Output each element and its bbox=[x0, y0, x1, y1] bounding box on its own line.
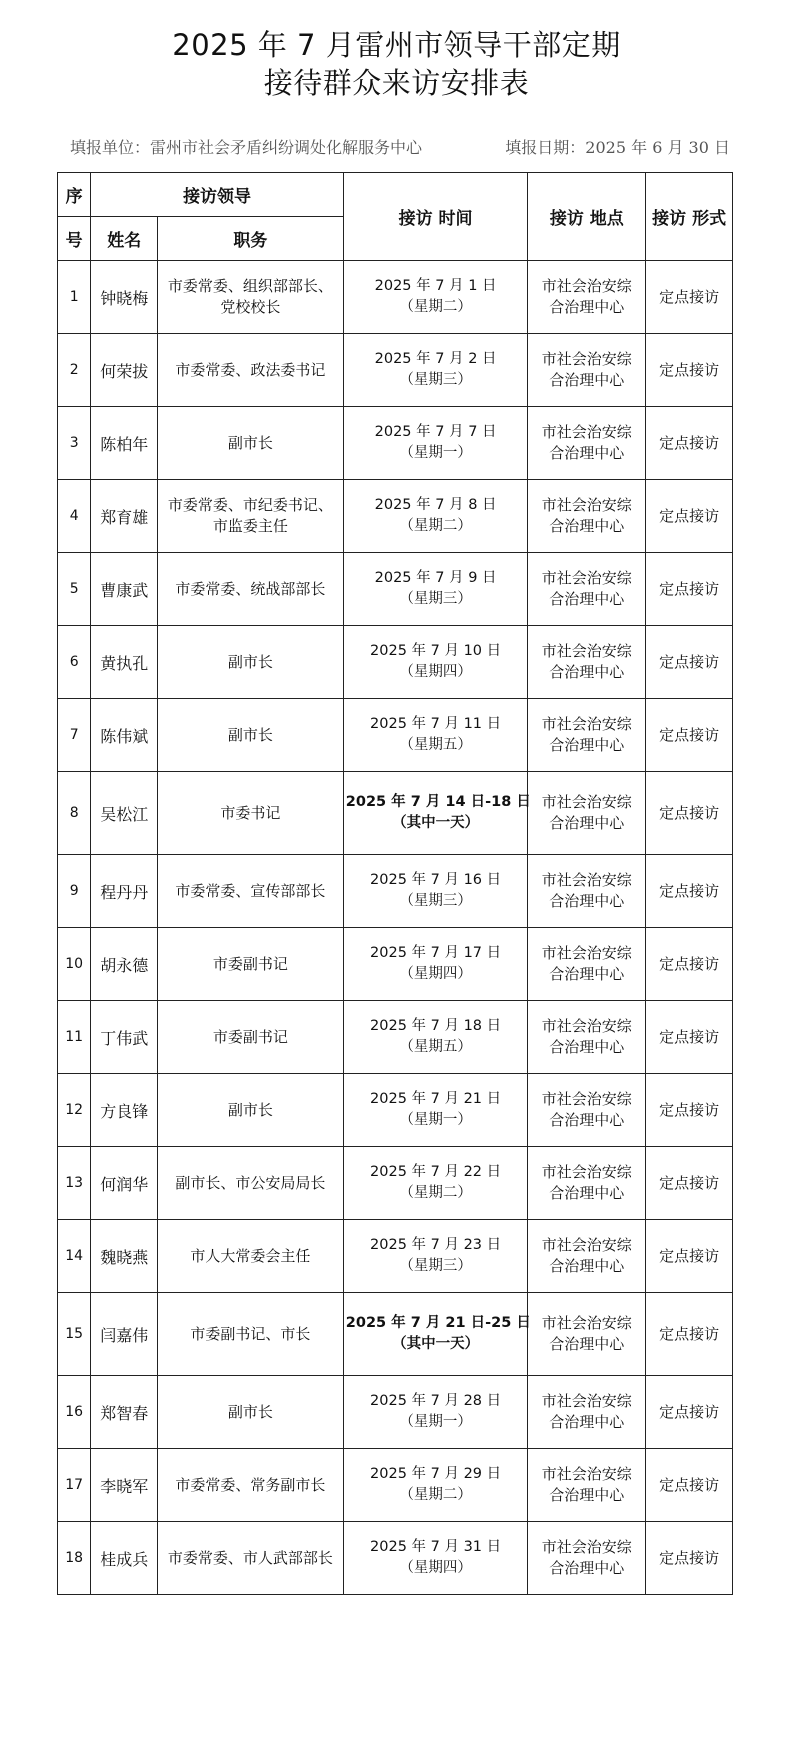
location-line: 市社会治安综 bbox=[541, 496, 632, 514]
location-line: 合治理中心 bbox=[549, 736, 625, 754]
leader-position bbox=[158, 1147, 344, 1220]
table-row bbox=[58, 1293, 733, 1376]
location-line: 市社会治安综 bbox=[541, 1090, 632, 1108]
location-line: 市社会治安综 bbox=[541, 642, 632, 660]
row-number: 2 bbox=[58, 334, 91, 407]
location-line: 合治理中心 bbox=[549, 1335, 625, 1353]
location-line: 市社会治安综 bbox=[541, 715, 632, 733]
visit-form: 定点接访 bbox=[646, 699, 733, 772]
visit-form: 定点接访 bbox=[646, 480, 733, 553]
position-line: 副市长 bbox=[227, 1402, 273, 1421]
location-line: 合治理中心 bbox=[549, 663, 625, 681]
position-line: 市委常委、市纪委书记、 bbox=[167, 496, 333, 514]
table-row bbox=[58, 1449, 733, 1522]
title-line-2: 接待群众来访安排表 bbox=[263, 66, 530, 100]
leader-name: 李晓军 bbox=[91, 1449, 158, 1522]
row-number: 1 bbox=[58, 261, 91, 334]
table-row bbox=[58, 334, 733, 407]
visit-time bbox=[343, 1001, 528, 1074]
position-line: 副市长 bbox=[227, 433, 273, 452]
time-line: （星期五） bbox=[399, 737, 472, 753]
table-row bbox=[58, 480, 733, 553]
visit-form: 定点接访 bbox=[646, 1376, 733, 1449]
position-line: 市委常委、市人武部部长 bbox=[167, 1548, 333, 1567]
header-form-line2: 形式 bbox=[692, 209, 727, 229]
time-line: （其中一天） bbox=[392, 1336, 480, 1352]
location-line: 市社会治安综 bbox=[541, 793, 632, 811]
leader-name: 胡永德 bbox=[91, 928, 158, 1001]
visit-form: 定点接访 bbox=[646, 1293, 733, 1376]
time-line: （星期三） bbox=[399, 1258, 472, 1274]
table-row bbox=[58, 928, 733, 1001]
leader-name: 程丹丹 bbox=[91, 855, 158, 928]
row-number: 18 bbox=[58, 1522, 91, 1595]
visit-location bbox=[528, 626, 646, 699]
row-number: 13 bbox=[58, 1147, 91, 1220]
visit-location bbox=[528, 553, 646, 626]
table-row bbox=[58, 626, 733, 699]
leader-name: 曹康武 bbox=[91, 553, 158, 626]
leader-name: 魏晓燕 bbox=[91, 1220, 158, 1293]
visit-form: 定点接访 bbox=[646, 553, 733, 626]
visit-time bbox=[343, 334, 528, 407]
time-line: 2025 年 7 月 21 日 bbox=[370, 1091, 502, 1107]
visit-time bbox=[343, 699, 528, 772]
time-line: （星期四） bbox=[399, 664, 472, 680]
table-row bbox=[58, 1001, 733, 1074]
visit-location bbox=[528, 1220, 646, 1293]
header-leader: 接访领导 bbox=[91, 173, 343, 217]
header-position: 职务 bbox=[158, 217, 344, 261]
visit-time bbox=[343, 261, 528, 334]
document-title bbox=[0, 26, 793, 102]
location-line: 市社会治安综 bbox=[541, 1392, 632, 1410]
time-line: 2025 年 7 月 14 日-18 日 bbox=[345, 794, 531, 810]
time-line: 2025 年 7 月 17 日 bbox=[370, 945, 502, 961]
row-number: 17 bbox=[58, 1449, 91, 1522]
visit-time bbox=[343, 407, 528, 480]
leader-name: 陈伟斌 bbox=[91, 699, 158, 772]
position-line: 市委常委、政法委书记 bbox=[175, 360, 326, 379]
time-line: 2025 年 7 月 8 日 bbox=[374, 497, 497, 513]
location-line: 市社会治安综 bbox=[541, 944, 632, 962]
position-line: 市监委主任 bbox=[212, 517, 288, 535]
visit-location bbox=[528, 1074, 646, 1147]
row-number: 7 bbox=[58, 699, 91, 772]
row-number: 14 bbox=[58, 1220, 91, 1293]
location-line: 合治理中心 bbox=[549, 1184, 625, 1202]
visit-time bbox=[343, 928, 528, 1001]
position-line: 市人大常委会主任 bbox=[190, 1246, 311, 1265]
time-line: （星期四） bbox=[399, 966, 472, 982]
visit-location bbox=[528, 699, 646, 772]
visit-location bbox=[528, 1376, 646, 1449]
leader-position bbox=[158, 1376, 344, 1449]
visit-time bbox=[343, 1147, 528, 1220]
time-line: （星期二） bbox=[399, 299, 472, 315]
location-line: 合治理中心 bbox=[549, 444, 625, 462]
position-line: 市委副书记、市长 bbox=[190, 1324, 311, 1343]
header-time bbox=[343, 173, 528, 261]
time-line: 2025 年 7 月 2 日 bbox=[374, 351, 497, 367]
leader-position bbox=[158, 334, 344, 407]
position-line: 市委常委、常务副市长 bbox=[175, 1475, 326, 1494]
location-line: 市社会治安综 bbox=[541, 1465, 632, 1483]
leader-name: 何润华 bbox=[91, 1147, 158, 1220]
visit-location bbox=[528, 855, 646, 928]
leader-position bbox=[158, 1522, 344, 1595]
leader-name: 郑育雄 bbox=[91, 480, 158, 553]
location-line: 市社会治安综 bbox=[541, 350, 632, 368]
reporting-date: 填报日期：2025 年 6 月 30 日 bbox=[505, 138, 730, 157]
location-line: 合治理中心 bbox=[549, 892, 625, 910]
visit-form: 定点接访 bbox=[646, 1001, 733, 1074]
visit-time bbox=[343, 1449, 528, 1522]
location-line: 合治理中心 bbox=[549, 1486, 625, 1504]
row-number: 6 bbox=[58, 626, 91, 699]
leader-name: 黄执孔 bbox=[91, 626, 158, 699]
time-line: 2025 年 7 月 22 日 bbox=[370, 1164, 502, 1180]
time-line: 2025 年 7 月 9 日 bbox=[374, 570, 497, 586]
location-line: 市社会治安综 bbox=[541, 1017, 632, 1035]
visit-location bbox=[528, 480, 646, 553]
time-line: （星期五） bbox=[399, 1039, 472, 1055]
table-row bbox=[58, 699, 733, 772]
time-line: 2025 年 7 月 18 日 bbox=[370, 1018, 502, 1034]
visit-time bbox=[343, 772, 531, 855]
table-row bbox=[58, 261, 733, 334]
row-number: 3 bbox=[58, 407, 91, 480]
visit-time bbox=[343, 855, 528, 928]
visit-time bbox=[343, 1074, 528, 1147]
header-time-line1: 接访 bbox=[398, 209, 433, 229]
visit-time bbox=[343, 553, 528, 626]
visit-location bbox=[528, 1522, 646, 1595]
visit-time bbox=[343, 1220, 528, 1293]
header-place-line2: 地点 bbox=[589, 209, 624, 229]
visit-location bbox=[528, 1001, 646, 1074]
leader-position bbox=[158, 1293, 344, 1376]
table-row bbox=[58, 1074, 733, 1147]
leader-name: 陈柏年 bbox=[91, 407, 158, 480]
time-line: 2025 年 7 月 10 日 bbox=[370, 643, 502, 659]
time-line: （星期三） bbox=[399, 372, 472, 388]
location-line: 合治理中心 bbox=[549, 517, 625, 535]
visit-form: 定点接访 bbox=[646, 261, 733, 334]
leader-position bbox=[158, 407, 344, 480]
leader-position bbox=[158, 928, 344, 1001]
leader-position bbox=[158, 480, 344, 553]
table-body bbox=[58, 261, 733, 1595]
table-row bbox=[58, 772, 733, 855]
visit-location bbox=[528, 928, 646, 1001]
time-line: （星期三） bbox=[399, 591, 472, 607]
leader-position bbox=[158, 855, 344, 928]
visit-location bbox=[528, 407, 646, 480]
time-line: （其中一天） bbox=[392, 815, 480, 831]
leader-position bbox=[158, 1449, 344, 1522]
table-row bbox=[58, 553, 733, 626]
row-number: 12 bbox=[58, 1074, 91, 1147]
time-line: （星期二） bbox=[399, 1185, 472, 1201]
location-line: 合治理中心 bbox=[549, 298, 625, 316]
title-line-1: 2025 年 7 月雷州市领导干部定期 bbox=[172, 28, 621, 62]
location-line: 合治理中心 bbox=[549, 814, 625, 832]
visit-time bbox=[343, 626, 528, 699]
time-line: （星期二） bbox=[399, 518, 472, 534]
location-line: 市社会治安综 bbox=[541, 1538, 632, 1556]
leader-position bbox=[158, 772, 344, 855]
time-line: 2025 年 7 月 11 日 bbox=[370, 716, 502, 732]
position-line: 副市长 bbox=[227, 652, 273, 671]
visit-form: 定点接访 bbox=[646, 928, 733, 1001]
header-place bbox=[528, 173, 646, 261]
position-line: 副市长 bbox=[227, 725, 273, 744]
visit-location bbox=[528, 261, 646, 334]
row-number: 16 bbox=[58, 1376, 91, 1449]
header-form bbox=[646, 173, 733, 261]
visit-location bbox=[528, 1449, 646, 1522]
location-line: 合治理中心 bbox=[549, 590, 625, 608]
header-seq-bottom: 号 bbox=[58, 217, 91, 261]
row-number: 15 bbox=[58, 1293, 91, 1376]
position-line: 党校校长 bbox=[220, 298, 281, 316]
table-row bbox=[58, 1376, 733, 1449]
header-time-line2: 时间 bbox=[438, 209, 473, 229]
location-line: 合治理中心 bbox=[549, 1413, 625, 1431]
time-line: 2025 年 7 月 21 日-25 日 bbox=[345, 1315, 531, 1331]
leader-name: 钟晓梅 bbox=[91, 261, 158, 334]
visit-time bbox=[343, 480, 528, 553]
position-line: 市委常委、统战部部长 bbox=[175, 579, 326, 598]
reporting-unit: 填报单位：雷州市社会矛盾纠纷调处化解服务中心 bbox=[70, 138, 423, 157]
leader-name: 何荣拔 bbox=[91, 334, 158, 407]
leader-name: 桂成兵 bbox=[91, 1522, 158, 1595]
row-number: 11 bbox=[58, 1001, 91, 1074]
row-number: 9 bbox=[58, 855, 91, 928]
time-line: （星期四） bbox=[399, 1560, 472, 1576]
leader-name: 郑智春 bbox=[91, 1376, 158, 1449]
row-number: 8 bbox=[58, 772, 91, 855]
visit-form: 定点接访 bbox=[646, 626, 733, 699]
visit-time bbox=[343, 1522, 528, 1595]
leader-position bbox=[158, 699, 344, 772]
report-meta bbox=[70, 135, 730, 159]
location-line: 市社会治安综 bbox=[541, 569, 632, 587]
time-line: 2025 年 7 月 28 日 bbox=[370, 1393, 502, 1409]
visit-form: 定点接访 bbox=[646, 334, 733, 407]
position-line: 市委副书记 bbox=[212, 1027, 288, 1046]
leader-position bbox=[158, 1220, 344, 1293]
visit-location bbox=[528, 772, 646, 855]
visit-form: 定点接访 bbox=[646, 772, 733, 855]
visit-form: 定点接访 bbox=[646, 1522, 733, 1595]
visit-time bbox=[343, 1293, 531, 1376]
table-row bbox=[58, 1147, 733, 1220]
time-line: 2025 年 7 月 29 日 bbox=[370, 1466, 502, 1482]
header-place-line1: 接访 bbox=[549, 209, 584, 229]
time-line: 2025 年 7 月 1 日 bbox=[374, 278, 497, 294]
leader-name: 丁伟武 bbox=[91, 1001, 158, 1074]
time-line: （星期一） bbox=[399, 1112, 472, 1128]
location-line: 合治理中心 bbox=[549, 371, 625, 389]
visit-form: 定点接访 bbox=[646, 1074, 733, 1147]
visit-form: 定点接访 bbox=[646, 407, 733, 480]
visit-form: 定点接访 bbox=[646, 1220, 733, 1293]
header-form-line1: 接访 bbox=[652, 209, 687, 229]
header-name: 姓名 bbox=[91, 217, 158, 261]
visit-form: 定点接访 bbox=[646, 855, 733, 928]
header-seq-top: 序 bbox=[58, 173, 91, 217]
location-line: 市社会治安综 bbox=[541, 423, 632, 441]
visit-location bbox=[528, 334, 646, 407]
time-line: 2025 年 7 月 7 日 bbox=[374, 424, 497, 440]
location-line: 市社会治安综 bbox=[541, 1314, 632, 1332]
time-line: 2025 年 7 月 16 日 bbox=[370, 872, 502, 888]
location-line: 市社会治安综 bbox=[541, 1163, 632, 1181]
location-line: 合治理中心 bbox=[549, 1257, 625, 1275]
leader-position bbox=[158, 1074, 344, 1147]
leader-name: 闫嘉伟 bbox=[91, 1293, 158, 1376]
leader-name: 方良锋 bbox=[91, 1074, 158, 1147]
location-line: 合治理中心 bbox=[549, 1559, 625, 1577]
time-line: （星期一） bbox=[399, 445, 472, 461]
leader-position bbox=[158, 1001, 344, 1074]
table-row bbox=[58, 1522, 733, 1595]
table-header bbox=[58, 173, 733, 261]
time-line: （星期一） bbox=[399, 1414, 472, 1430]
visit-location bbox=[528, 1293, 646, 1376]
row-number: 5 bbox=[58, 553, 91, 626]
time-line: （星期三） bbox=[399, 893, 472, 909]
location-line: 合治理中心 bbox=[549, 1111, 625, 1129]
position-line: 市委书记 bbox=[220, 803, 281, 822]
location-line: 市社会治安综 bbox=[541, 871, 632, 889]
time-line: 2025 年 7 月 31 日 bbox=[370, 1539, 502, 1555]
time-line: （星期二） bbox=[399, 1487, 472, 1503]
position-line: 市委常委、宣传部部长 bbox=[175, 881, 326, 900]
visit-location bbox=[528, 1147, 646, 1220]
leader-position bbox=[158, 261, 344, 334]
location-line: 市社会治安综 bbox=[541, 277, 632, 295]
leader-name: 吴松江 bbox=[91, 772, 158, 855]
row-number: 4 bbox=[58, 480, 91, 553]
location-line: 市社会治安综 bbox=[541, 1236, 632, 1254]
position-line: 市委副书记 bbox=[212, 954, 288, 973]
position-line: 副市长 bbox=[227, 1100, 273, 1119]
visit-form: 定点接访 bbox=[646, 1147, 733, 1220]
table-row bbox=[58, 855, 733, 928]
table-row bbox=[58, 1220, 733, 1293]
table-row bbox=[58, 407, 733, 480]
schedule-table bbox=[57, 172, 733, 1595]
row-number: 10 bbox=[58, 928, 91, 1001]
location-line: 合治理中心 bbox=[549, 1038, 625, 1056]
time-line: 2025 年 7 月 23 日 bbox=[370, 1237, 502, 1253]
position-line: 副市长、市公安局局长 bbox=[175, 1173, 326, 1192]
position-line: 市委常委、组织部部长、 bbox=[167, 277, 333, 295]
location-line: 合治理中心 bbox=[549, 965, 625, 983]
visit-form: 定点接访 bbox=[646, 1449, 733, 1522]
leader-position bbox=[158, 626, 344, 699]
visit-time bbox=[343, 1376, 528, 1449]
leader-position bbox=[158, 553, 344, 626]
